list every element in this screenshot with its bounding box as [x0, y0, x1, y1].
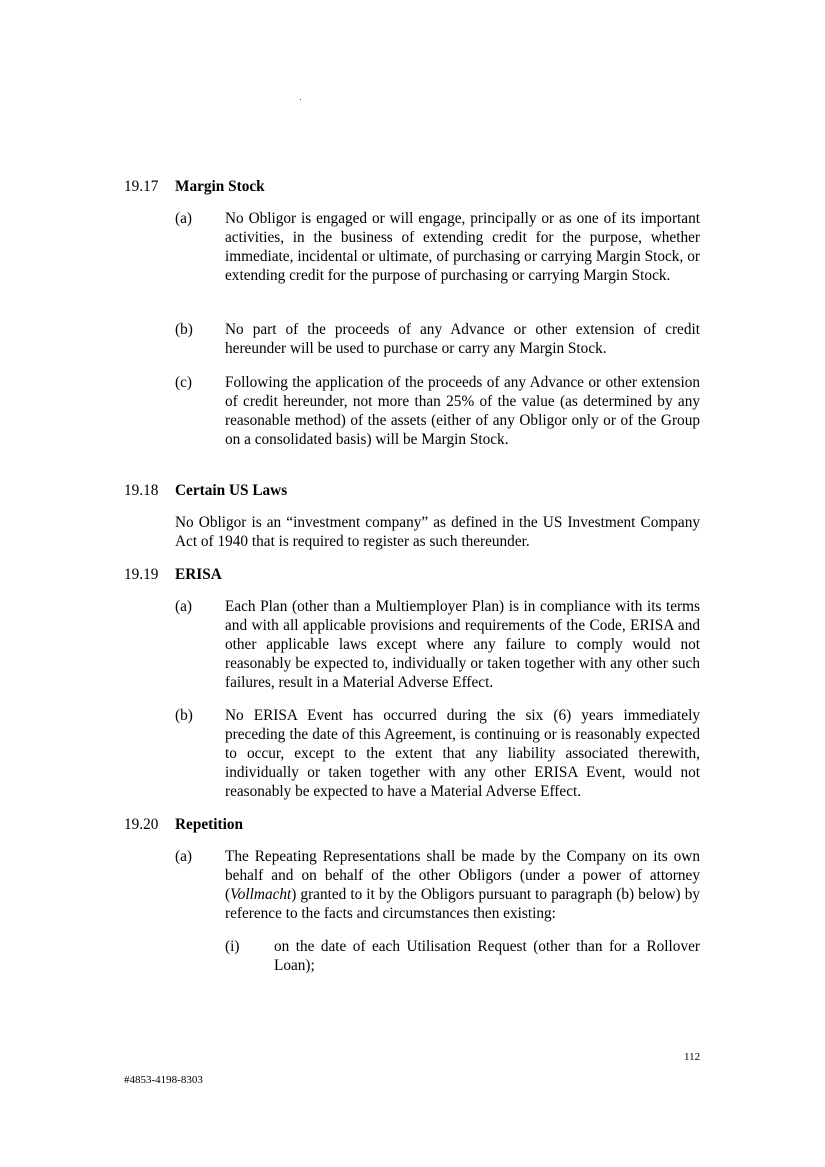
clause-label: (a) — [175, 848, 192, 865]
section-title: Margin Stock — [175, 178, 265, 195]
clause-text-part: ) granted to it by the Obligors pursuant to paragraph (b) below) by reference to the facts and circumstances then existing: — [225, 886, 700, 922]
subclause-text: on the date of each Utilisation Request (other than for a Rollover Loan); — [274, 938, 700, 974]
clause-text: Each Plan (other than a Multiemployer Plan) is in compliance with its terms and with all applicable provisions and requirements of the Code, ERISA and other applicable laws except where any failure to comply would not reasonably be expected to, individually or taken together with any other such failures, result in a Material Adverse Effect. — [225, 598, 700, 691]
clause-text-part: The Repeating Representations shall be made by the Company on its own behalf and on behalf of the other Obligors (under a power of attorney ( — [225, 848, 700, 903]
section-heading-19-17 — [124, 177, 265, 196]
clause-text-italic: Vollmacht — [230, 886, 292, 903]
section-heading-19-19 — [124, 565, 222, 584]
subclause-label: (i) — [225, 938, 240, 955]
clause-text: No ERISA Event has occurred during the six (6) years immediately preceding the date of this Agreement, is continuing or is reasonably expected to occur, except to the extent that any liability associated therewith, individually or taken together with any other ERISA Event, would not reasonably be expected to have a Material Adverse Effect. — [225, 707, 700, 800]
clause-label: (c) — [175, 374, 192, 391]
clause-text: Following the application of the proceeds of any Advance or other extension of credit hereunder, not more than 25% of the value (as determined by any reasonable method) of the assets (either of any Obligor only or of the Group on a consolidated basis) will be Margin Stock. — [225, 374, 700, 448]
clause-label: (a) — [175, 210, 192, 227]
section-number: 19.17 — [124, 178, 159, 195]
clause-text: No part of the proceeds of any Advance or other extension of credit hereunder will be used to purchase or carry any Margin Stock. — [225, 321, 700, 357]
section-title: Certain US Laws — [175, 482, 288, 499]
page-number: 112 — [684, 1051, 701, 1063]
document-id: #4853-4198-8303 — [124, 1074, 203, 1086]
clause-label: (b) — [175, 321, 193, 338]
section-number: 19.20 — [124, 816, 159, 833]
section-title: Repetition — [175, 816, 243, 833]
clause-text: No Obligor is engaged or will engage, principally or as one of its important activities, in the business of extending credit for the purpose, whether immediate, incidental or ultimate, of purchasing or carrying Margin Stock, or extending credit for the purpose of purchasing or carrying Margin Stock. — [225, 210, 700, 284]
section-title: ERISA — [175, 566, 222, 583]
section-number: 19.18 — [124, 482, 159, 499]
clause-text — [225, 847, 700, 923]
section-paragraph-19-18: No Obligor is an “investment company” as defined in the US Investment Company Act of 1940 that is required to register as such thereunder. — [175, 514, 700, 550]
section-heading-19-18 — [124, 481, 287, 500]
clause-label: (a) — [175, 598, 192, 615]
section-number: 19.19 — [124, 566, 159, 583]
clause-label: (b) — [175, 707, 193, 724]
stray-mark — [300, 99, 301, 100]
section-heading-19-20 — [124, 815, 243, 834]
